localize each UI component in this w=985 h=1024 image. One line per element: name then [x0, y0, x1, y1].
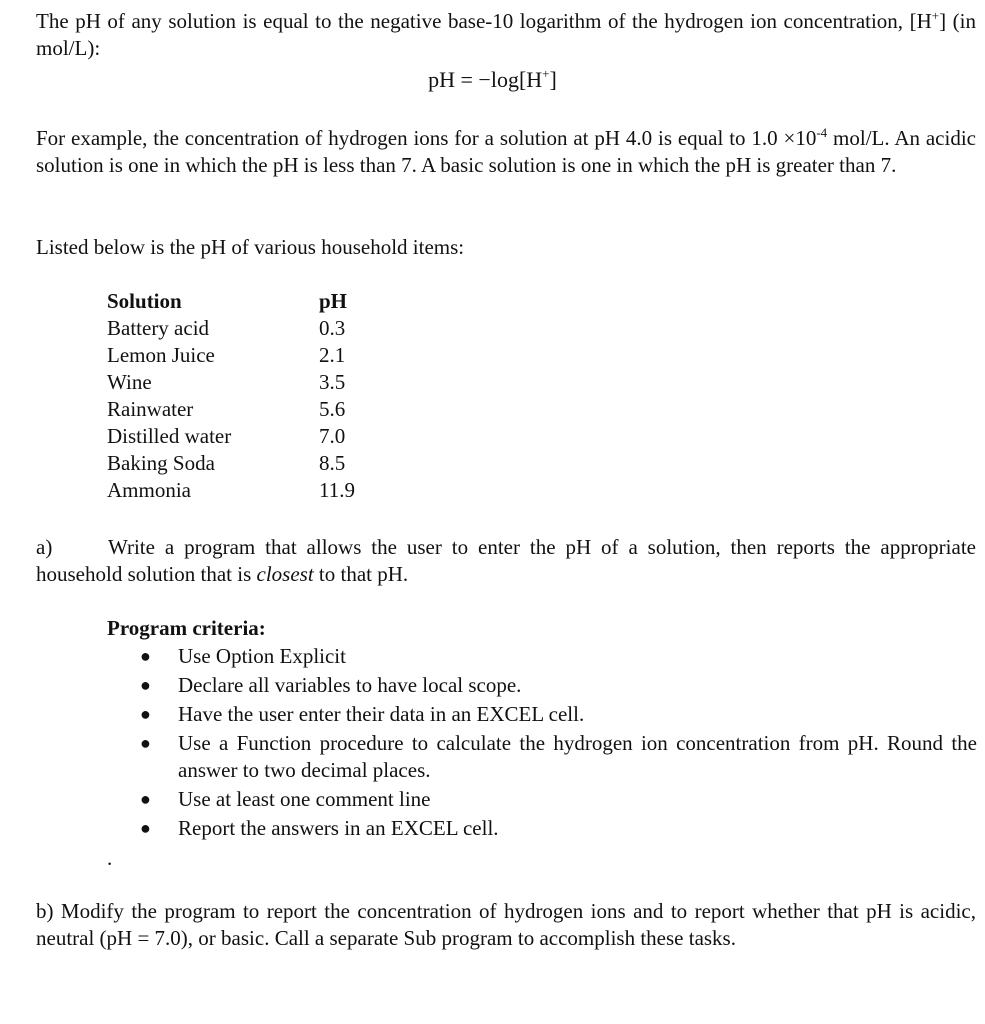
example-exponent: -4 — [816, 125, 828, 140]
intro-superscript: + — [931, 8, 940, 23]
solution-ph: 2.1 — [319, 343, 346, 367]
list-item — [107, 672, 977, 699]
criteria-item-text: Declare all variables to have local scope. — [178, 673, 522, 697]
solution-ph: 8.5 — [319, 451, 346, 475]
criteria-list — [107, 643, 977, 844]
bullet-icon: ● — [140, 704, 151, 724]
bullet-icon: ● — [140, 675, 151, 695]
table-row — [107, 477, 399, 504]
ph-formula — [0, 66, 985, 93]
part-a-text: Write a program that allows the user to enter the pH of a solution, then reports the appropriate household solution that is — [36, 535, 976, 586]
table-row — [107, 369, 399, 396]
solution-ph: 3.5 — [319, 370, 346, 394]
part-a-question — [36, 534, 976, 588]
criteria-item-text: Report the answers in an EXCEL cell. — [178, 816, 499, 840]
example-text: For example, the concentration of hydrogen ions for a solution at pH 4.0 is equal to 1.0 ×10 — [36, 126, 817, 150]
example-paragraph — [36, 125, 976, 179]
solution-name: Lemon Juice — [107, 343, 215, 367]
formula-left: pH = −log[H — [428, 67, 543, 92]
formula-right: ] — [549, 67, 557, 92]
header-solution: Solution — [107, 289, 182, 313]
list-item — [107, 643, 977, 670]
intro-text: The pH of any solution is equal to the negative base-10 logarithm of the hydrogen ion concentration, [H — [36, 9, 932, 33]
bullet-icon: ● — [140, 789, 151, 809]
bullet-icon: ● — [140, 818, 151, 838]
table-row — [107, 423, 399, 450]
list-item — [107, 701, 977, 728]
table-row — [107, 396, 399, 423]
bullet-icon: ● — [140, 646, 151, 666]
solution-ph: 11.9 — [319, 478, 355, 502]
intro-paragraph — [36, 8, 976, 62]
solution-name: Rainwater — [107, 397, 194, 421]
header-ph: pH — [319, 289, 348, 313]
criteria-item-text: Use at least one comment line — [178, 787, 431, 811]
table-row — [107, 342, 399, 369]
formula-superscript: + — [542, 66, 550, 81]
part-a-text-end: to that pH. — [313, 562, 409, 586]
part-a-emphasis: closest — [256, 562, 314, 586]
part-a-label: a) — [36, 535, 53, 559]
criteria-title: Program criteria: — [107, 616, 266, 640]
stray-period: . — [107, 846, 113, 870]
criteria-item-text: Use a Function procedure to calculate the hydrogen ion concentration from pH. Round the answer to two decimal places. — [178, 731, 977, 782]
table-row — [107, 450, 399, 477]
table-header-row — [107, 288, 399, 315]
list-item — [107, 730, 977, 784]
example-text-end: mol/L. An acidic solution is one in which the pH is less than 7. A basic solution is one in which the pH is greater than 7. — [36, 126, 976, 177]
criteria-item-text: Use Option Explicit — [178, 644, 346, 668]
criteria-item-text: Have the user enter their data in an EXCEL cell. — [178, 702, 585, 726]
list-item — [107, 815, 977, 842]
ph-table — [107, 288, 399, 504]
table-row — [107, 315, 399, 342]
solution-name: Battery acid — [107, 316, 210, 340]
solution-name: Wine — [107, 370, 152, 394]
intro-text-end: ] (in mol/L): — [36, 9, 976, 60]
bullet-icon: ● — [140, 733, 151, 753]
solution-ph: 0.3 — [319, 316, 346, 340]
solution-ph: 7.0 — [319, 424, 346, 448]
list-item — [107, 786, 977, 813]
solution-name: Baking Soda — [107, 451, 215, 475]
table-intro: Listed below is the pH of various household items: — [36, 235, 465, 259]
solution-name: Ammonia — [107, 478, 191, 502]
solution-ph: 5.6 — [319, 397, 346, 421]
solution-name: Distilled water — [107, 424, 232, 448]
part-b-question: b) Modify the program to report the concentration of hydrogen ions and to report whether that pH is acidic, neutral (pH = 7.0), or basic. Call a separate Sub program to accomplish these tasks. — [36, 899, 976, 950]
